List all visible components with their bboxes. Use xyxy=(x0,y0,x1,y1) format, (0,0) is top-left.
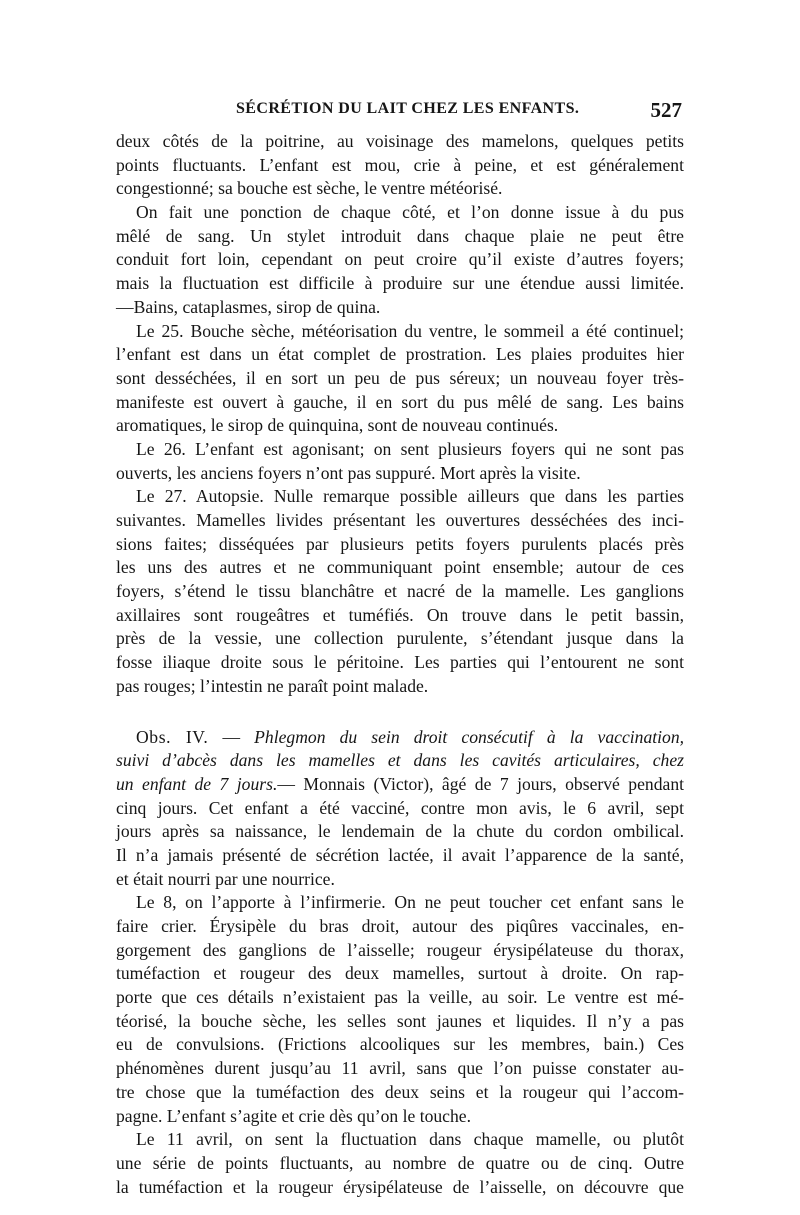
text-line: tuméfaction et rougeur des deux mamelles, surtout à droite. On rap- xyxy=(116,963,684,984)
text-line: et était nourri par une nourrice. xyxy=(116,868,335,889)
text-line: pas rouges; l’intestin ne paraît point malade. xyxy=(116,675,429,696)
text-line: gorgement des ganglions de l’aisselle; rougeur érysipélateuse du thorax, xyxy=(116,939,684,960)
text-line: les uns des autres et ne communiquant point ensemble; autour de ces xyxy=(116,557,684,578)
text-line: jours après sa naissance, le lendemain de la chute du cordon ombilical. xyxy=(116,821,684,842)
observation-intro: — Monnais (Victor), âgé de 7 jours, observé pendant xyxy=(277,773,684,794)
text-line: mêlé de sang. Un stylet introduit dans chaque plaie ne peut être xyxy=(116,225,684,246)
observation-dash: — xyxy=(208,726,255,747)
text-line: l’enfant est dans un état complet de prostration. Les plaies produites hier xyxy=(116,344,684,365)
text-line: aromatiques, le sirop de quinquina, sont de nouveau continués. xyxy=(116,415,559,436)
text-line: ouverts, les anciens foyers n’ont pas suppuré. Mort après la visite. xyxy=(116,462,581,483)
observation-title-part-2: suivi d’abcès dans les mamelles et dans les cavités articulaires, chez xyxy=(116,750,684,771)
page-header xyxy=(116,98,684,126)
text-line: congestionné; sa bouche est sèche, le ventre météorisé. xyxy=(116,178,503,199)
text-line: la tuméfaction et la rougeur érysipélateuse de l’aisselle, on découvre que xyxy=(116,1176,684,1197)
page-number: 527 xyxy=(650,98,682,122)
text-line: cinq jours. Cet enfant a été vacciné, contre mon avis, le 6 avril, sept xyxy=(116,797,684,818)
observation-title-part-3: un enfant de 7 jours. xyxy=(116,773,278,794)
text-line: deux côtés de la poitrine, au voisinage des mamelons, quelques petits xyxy=(116,131,684,151)
text-line: fosse iliaque droite sous le péritoine. Les parties qui l’entourent ne sont xyxy=(116,652,684,673)
case-continuation-block xyxy=(116,130,684,699)
observation-heading-line-1 xyxy=(116,726,684,750)
text-line: mais la fluctuation est difficile à produire sur une étendue aussi limitée. xyxy=(116,273,684,294)
text-line: phénomènes durent jusqu’au 11 avril, sans que l’on puisse constater au- xyxy=(116,1058,684,1079)
text-line: téorisé, la bouche sèche, les selles sont jaunes et liquides. Il n’y a pas xyxy=(116,1010,684,1031)
observation-title-part-1: Phlegmon du sein droit consécutif à la vaccination, xyxy=(254,726,685,747)
text-line: faire crier. Érysipèle du bras droit, autour des piqûres vaccinales, en- xyxy=(116,916,684,936)
section-gap xyxy=(116,699,684,726)
observation-label: Obs. IV. xyxy=(136,726,209,747)
text-line: manifeste est ouvert à gauche, il en sort du pus mêlé de sang. Les bains xyxy=(116,391,684,412)
observation-body-block xyxy=(116,797,684,1200)
text-line: Le 27. Autopsie. Nulle remarque possible ailleurs que dans les parties xyxy=(136,486,684,507)
text-line: conduit fort loin, cependant on peut croire qu’il existe d’autres foyers; xyxy=(116,249,684,270)
text-line: Le 26. L’enfant est agonisant; on sent plusieurs foyers qui ne sont pas xyxy=(136,438,684,459)
text-line: sont desséchées, il en sort un peu de pus séreux; un nouveau foyer très- xyxy=(116,367,684,388)
text-line: —Bains, cataplasmes, sirop de quina. xyxy=(116,296,381,317)
observation-heading xyxy=(116,726,684,797)
running-title: SÉCRÉTION DU LAIT CHEZ LES ENFANTS. xyxy=(236,100,580,117)
text-line: porte que ces détails n’existaient pas la veille, au soir. Le ventre est mé- xyxy=(116,987,684,1008)
text-line: Le 11 avril, on sent la fluctuation dans chaque mamelle, ou plutôt xyxy=(136,1129,684,1150)
text-line: axillaires sont rougeâtres et tuméfiés. On trouve dans le petit bassin, xyxy=(116,604,684,625)
text-line: foyers, s’étend le tissu blanchâtre et nacré de la mamelle. Les ganglions xyxy=(116,581,684,602)
text-line: suivantes. Mamelles livides présentant les ouvertures desséchées des inci- xyxy=(116,510,684,530)
text-line: On fait une ponction de chaque côté, et l’on donne issue à du pus xyxy=(136,202,684,223)
text-line: eu de convulsions. (Frictions alcooliques sur les membres, bain.) Ces xyxy=(116,1034,684,1055)
text-line: tre chose que la tuméfaction des deux seins et la rougeur qui l’accom- xyxy=(116,1081,684,1102)
text-line: Le 8, on l’apporte à l’infirmerie. On ne peut toucher cet enfant sans le xyxy=(136,892,684,913)
text-line: pagne. L’enfant s’agite et crie dès qu’on le touche. xyxy=(116,1105,471,1126)
observation-heading-line-3 xyxy=(116,773,684,797)
text-line: sions faites; disséquées par plusieurs petits foyers purulents placés près xyxy=(116,533,684,554)
body-text xyxy=(116,130,684,1199)
text-line: Le 25. Bouche sèche, météorisation du ventre, le sommeil a été continuel; xyxy=(136,320,684,341)
text-line: une série de points fluctuants, au nombre de quatre ou de cinq. Outre xyxy=(116,1152,684,1173)
text-line: points fluctuants. L’enfant est mou, crie à peine, et est généralement xyxy=(116,154,684,175)
text-line: Il n’a jamais présenté de sécrétion lactée, il avait l’apparence de la santé, xyxy=(116,844,684,865)
text-line: près de la vessie, une collection purulente, s’étendant jusque dans la xyxy=(116,628,684,649)
